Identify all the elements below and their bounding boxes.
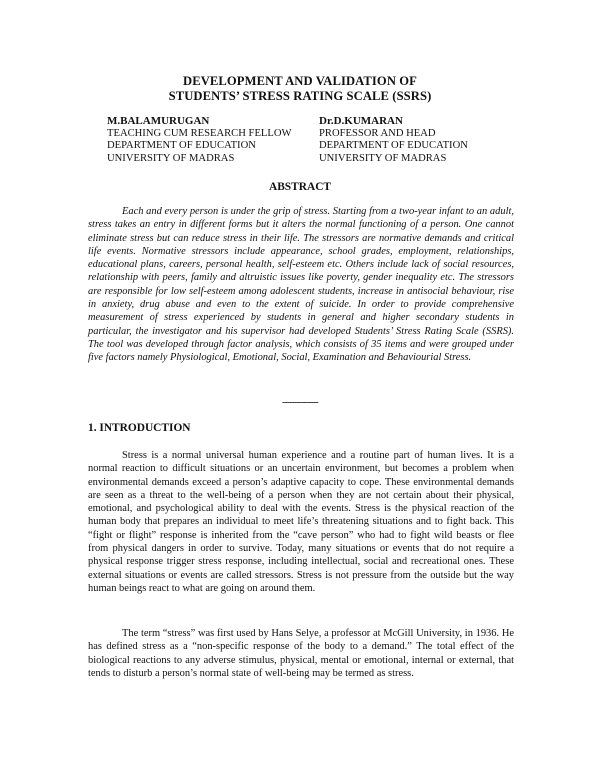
author-1 — [107, 115, 307, 165]
author-1-position: TEACHING CUM RESEARCH FELLOW — [107, 127, 292, 139]
abstract-heading: ABSTRACT — [268, 181, 332, 193]
section-heading-introduction: 1. INTRODUCTION — [88, 422, 191, 434]
paper-title-line-2: STUDENTS’ STRESS RATING SCALE (SSRS) — [168, 89, 432, 103]
abstract-text: Each and every person is under the grip of stress. Starting from a two-year infant to an adult, stress takes an entry in different forms but it alters the normal functioning of a person. One cannot eliminate stress but can reduce stress in their life. The stressors are normative demands and critical life events. Normative stressors include appearance, school grades, employment, relationships, educational plans, careers, personal health, self-esteem etc. Others include lack of social resources, relationship with peers, family and altruistic issues like poverty, gender inequality etc. The stressors are responsible for low self-esteem among adolescent students, increase in antisocial behaviour, rise in anxiety, drug abuse and even to the extent of suicide. In order to provide comprehensive measurement of stress experienced by students in general and higher secondary students in particular, the investigator and his supervisor had developed Students’ Stress Rating Scale (SSRS). The tool was developed through factor analysis, which consists of 35 items and were grouped under five factors namely Physiological, Emotional, Social, Examination and Behaviourial Stress. — [88, 206, 514, 364]
introduction-paragraph-1: Stress is a normal universal human experience and a routine part of human lives. It is a normal reaction to difficult situations or an uncertain environment, but becomes a problem when environmental demands exceed a person’s adaptive capacity to cope. These environmental demands are seen as a threat to the well-being of a person when they are not certain about their physical, emotional, and psychological ability to deal with the events. Stress is the physical reaction of the human body that prepares an individual to meet life’s threatening situations and to fight back. This “fight or flight” response is inherited from the “cave person” who had to fight wild beasts or flee from physical dangers in order to survive. Today, many situations or events that do not require a physical response trigger stress response, including intellectual, social and recreational ones. These external situations or events are called stressors. Stress is not pressure from the outside but the way human beings react to what are going on around them. — [88, 450, 514, 594]
author-1-department: DEPARTMENT OF EDUCATION — [107, 140, 256, 152]
author-2-position: PROFESSOR AND HEAD — [319, 127, 436, 139]
author-1-university: UNIVERSITY OF MADRAS — [107, 152, 235, 164]
author-2 — [319, 115, 519, 165]
author-2-department: DEPARTMENT OF EDUCATION — [319, 140, 468, 152]
author-1-name: M.BALAMURUGAN — [107, 115, 210, 127]
author-2-university: UNIVERSITY OF MADRAS — [319, 152, 447, 164]
paper-title-line-1: DEVELOPMENT AND VALIDATION OF — [183, 74, 417, 88]
abstract-separator: --------------- — [282, 397, 318, 407]
introduction-paragraph-2: The term “stress” was first used by Hans Selye, a professor at McGill University, in 1936. He has defined stress as a “non-specific response of the body to a demand.” The total effect of the biological reactions to any adverse stimulus, physical, mental or emotional, internal or external, that tends to disturb a person’s normal state of well-being may be termed as stress. — [88, 628, 514, 679]
author-2-name: Dr.D.KUMARAN — [319, 115, 403, 127]
